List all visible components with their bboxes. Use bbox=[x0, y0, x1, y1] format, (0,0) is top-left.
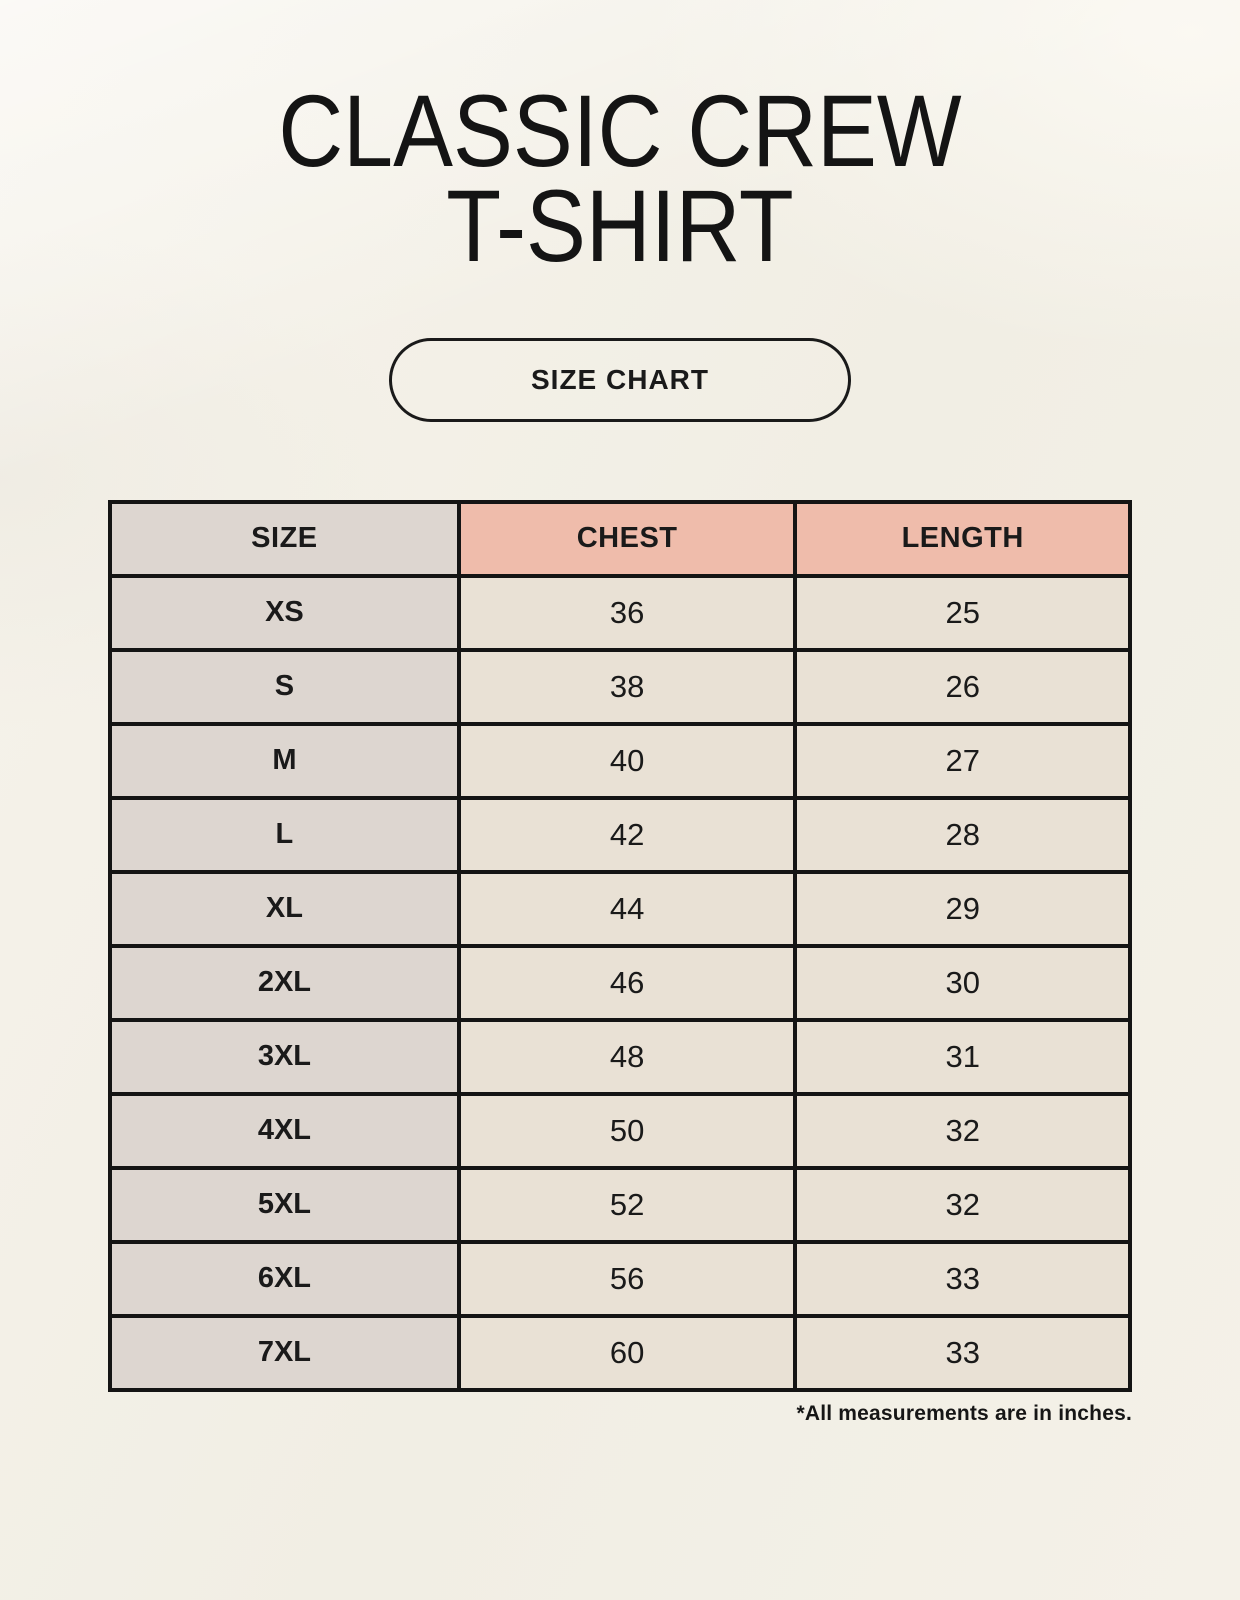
table-row bbox=[110, 724, 1130, 798]
size-cell: 4XL bbox=[110, 1094, 459, 1168]
table-row bbox=[110, 1094, 1130, 1168]
length-cell: 25 bbox=[795, 576, 1130, 650]
length-cell: 30 bbox=[795, 946, 1130, 1020]
chest-cell: 60 bbox=[459, 1316, 796, 1390]
column-header-length: LENGTH bbox=[795, 502, 1130, 576]
chest-cell: 38 bbox=[459, 650, 796, 724]
size-table-container bbox=[108, 500, 1132, 1392]
table-row bbox=[110, 1242, 1130, 1316]
size-chart-button[interactable]: SIZE CHART bbox=[389, 338, 851, 422]
table-header-row bbox=[110, 502, 1130, 576]
table-row bbox=[110, 650, 1130, 724]
chest-cell: 48 bbox=[459, 1020, 796, 1094]
chest-cell: 46 bbox=[459, 946, 796, 1020]
length-cell: 29 bbox=[795, 872, 1130, 946]
length-cell: 32 bbox=[795, 1168, 1130, 1242]
size-chart-button-row bbox=[0, 338, 1240, 422]
chest-cell: 42 bbox=[459, 798, 796, 872]
column-header-size: SIZE bbox=[110, 502, 459, 576]
chest-cell: 40 bbox=[459, 724, 796, 798]
size-cell: M bbox=[110, 724, 459, 798]
table-row bbox=[110, 1168, 1130, 1242]
measurements-footnote: *All measurements are in inches. bbox=[796, 1401, 1132, 1425]
chest-cell: 36 bbox=[459, 576, 796, 650]
size-cell: 5XL bbox=[110, 1168, 459, 1242]
chest-cell: 52 bbox=[459, 1168, 796, 1242]
page-title-line-1: CLASSIC CREW bbox=[278, 74, 962, 188]
column-header-chest: CHEST bbox=[459, 502, 796, 576]
size-cell: XS bbox=[110, 576, 459, 650]
page-title bbox=[74, 0, 1165, 283]
chest-cell: 50 bbox=[459, 1094, 796, 1168]
size-cell: 7XL bbox=[110, 1316, 459, 1390]
table-row bbox=[110, 798, 1130, 872]
length-cell: 27 bbox=[795, 724, 1130, 798]
length-cell: 26 bbox=[795, 650, 1130, 724]
length-cell: 32 bbox=[795, 1094, 1130, 1168]
chest-cell: 56 bbox=[459, 1242, 796, 1316]
size-cell: 2XL bbox=[110, 946, 459, 1020]
chest-cell: 44 bbox=[459, 872, 796, 946]
table-row bbox=[110, 576, 1130, 650]
table-row bbox=[110, 1020, 1130, 1094]
size-cell: 6XL bbox=[110, 1242, 459, 1316]
length-cell: 33 bbox=[795, 1242, 1130, 1316]
table-row bbox=[110, 946, 1130, 1020]
length-cell: 28 bbox=[795, 798, 1130, 872]
length-cell: 31 bbox=[795, 1020, 1130, 1094]
table-row bbox=[110, 872, 1130, 946]
size-cell: XL bbox=[110, 872, 459, 946]
size-table bbox=[108, 500, 1132, 1392]
size-cell: S bbox=[110, 650, 459, 724]
size-cell: 3XL bbox=[110, 1020, 459, 1094]
size-cell: L bbox=[110, 798, 459, 872]
table-row bbox=[110, 1316, 1130, 1390]
length-cell: 33 bbox=[795, 1316, 1130, 1390]
page-title-line-2: T-SHIRT bbox=[446, 168, 794, 283]
